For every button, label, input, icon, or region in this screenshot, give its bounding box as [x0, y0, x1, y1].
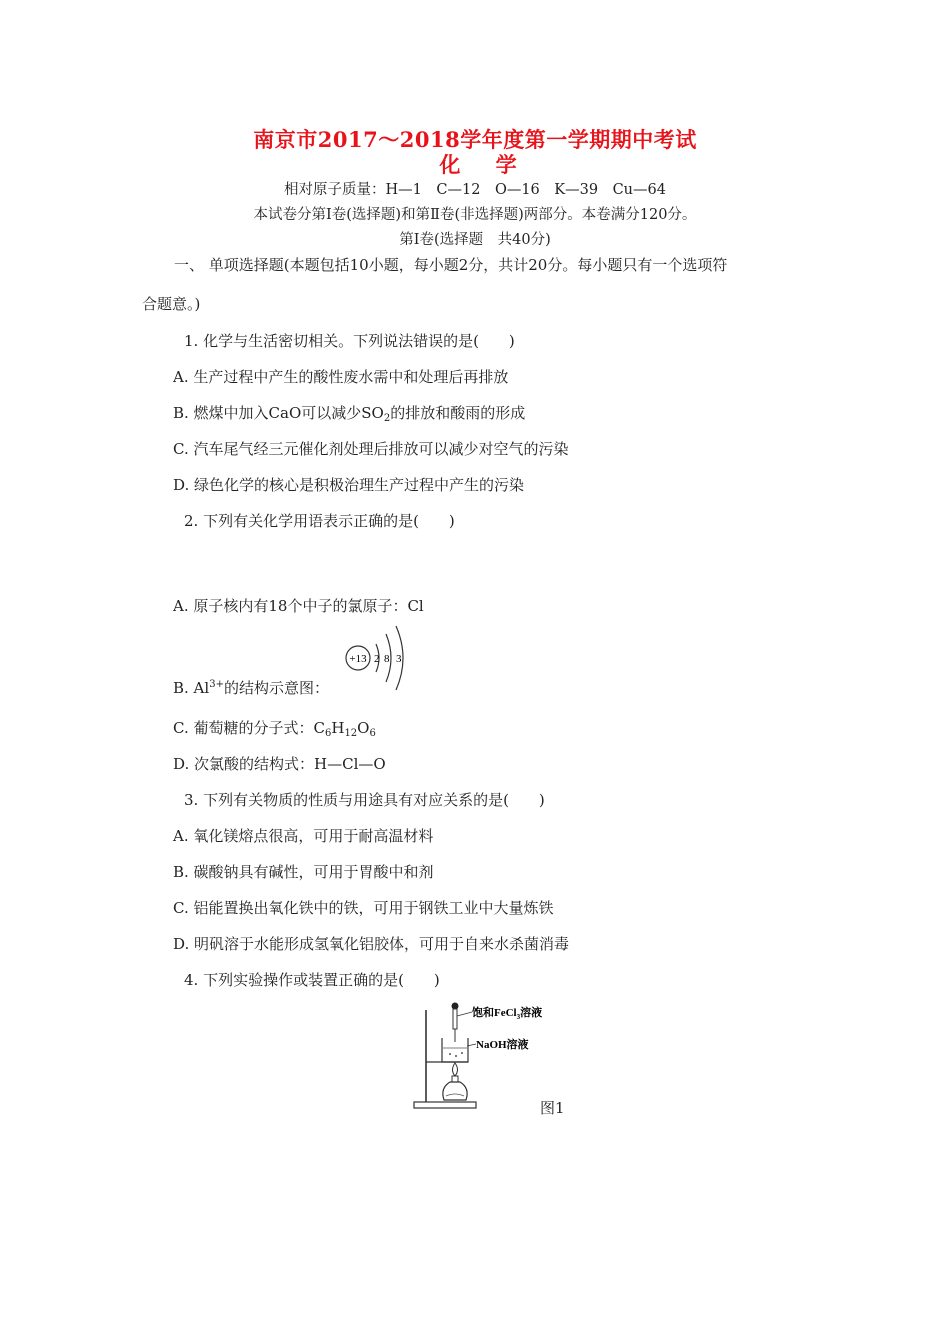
dropper-tube [453, 1009, 457, 1029]
exam-subject: 化 学 [439, 152, 531, 177]
section-one-line1: 一、 单项选择题(本题包括10小题，每小题2分，共计20分。每小题只有一个选项符 [174, 256, 728, 274]
alcohol-lamp [443, 1082, 467, 1100]
label-fecl3: 饱和FeCl$_3$溶液 [472, 1007, 543, 1021]
lamp-wick [452, 1076, 458, 1082]
atomic-mass-line: 相对原子质量：H—1 C—12 O—16 K—39 Cu—64 [284, 182, 666, 198]
al-ion-structure-diagram [340, 622, 420, 694]
q3-stem: 3. 下列有关物质的性质与用途具有对应关系的是( ) [184, 791, 545, 809]
q1-stem: 1. 化学与生活密切相关。下列说法错误的是( ) [184, 332, 515, 350]
q1-option-b: B. 燃煤中加入CaO可以减少$SO_2$的排放和酸雨的形成 [173, 404, 526, 424]
q1-option-d: D. 绿色化学的核心是积极治理生产过程中产生的污染 [173, 476, 525, 494]
q2-option-a: A. 原子核内有18个中子的氯原子：Cl [173, 597, 424, 615]
flame [453, 1063, 458, 1076]
shell-count-1: 2 [374, 653, 380, 665]
stand-base [414, 1102, 476, 1108]
q4-stem: 4. 下列实验操作或装置正确的是( ) [184, 971, 440, 989]
label-naoh: NaOH溶液 [476, 1039, 529, 1051]
q3-option-a: A. 氧化镁熔点很高，可用于耐高温材料 [173, 827, 434, 845]
q1-option-a: A. 生产过程中产生的酸性废水需中和处理后再排放 [173, 368, 509, 386]
exam-title: 南京市2017～2018学年度第一学期期中考试 [253, 127, 697, 152]
q3-option-c: C. 铝能置换出氧化铁中的铁，可用于钢铁工业中大量炼铁 [173, 899, 554, 917]
shell-count-2: 8 [384, 653, 390, 665]
volume-one-heading: 第Ⅰ卷(选择题 共40分) [399, 232, 551, 248]
q3-option-b: B. 碳酸钠具有碱性，可用于胃酸中和剂 [173, 863, 434, 881]
q1-option-c: C. 汽车尾气经三元催化剂处理后排放可以减少对空气的污染 [173, 440, 569, 458]
exam-intro: 本试卷分第Ⅰ卷(选择题)和第Ⅱ卷(非选择题)两部分。本卷满分120分。 [253, 207, 697, 223]
q2-stem: 2. 下列有关化学用语表示正确的是( ) [184, 512, 455, 530]
q3-option-d: D. 明矾溶于水能形成氢氧化铝胶体，可用于自来水杀菌消毒 [173, 935, 570, 953]
q2-option-b: B. $Al^{3+}$的结构示意图： [173, 679, 329, 697]
shell-count-3: 3 [396, 653, 402, 665]
q2-option-c: C. 葡萄糖的分子式：$C_6H_{12}O_6$ [173, 719, 376, 739]
figure-caption: 图1 [540, 1099, 565, 1117]
q2-option-d: D. 次氯酸的结构式：H—Cl—O [173, 755, 386, 773]
section-one-line2: 合题意。) [142, 295, 201, 313]
dropper-bulb [452, 1003, 459, 1010]
nucleus-charge: +13 [349, 653, 367, 665]
